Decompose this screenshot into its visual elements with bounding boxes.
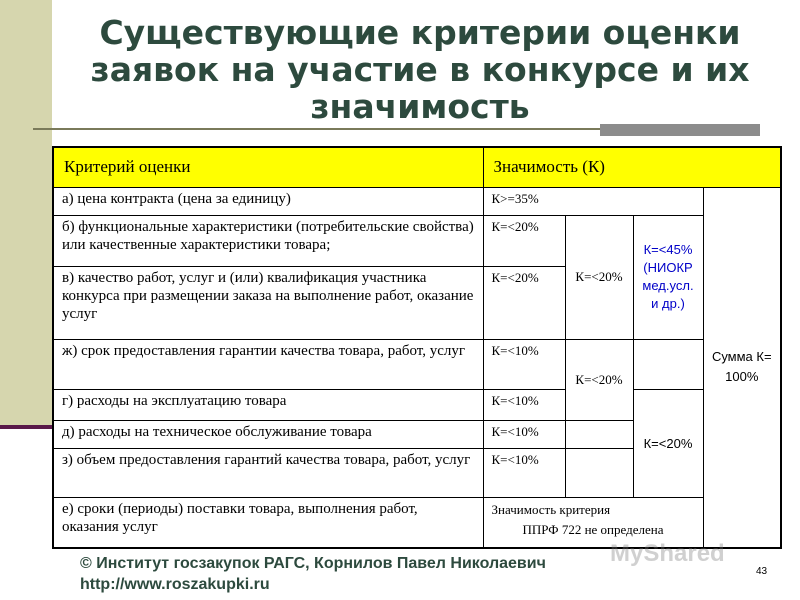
header-significance: Значимость (К): [483, 147, 781, 187]
footer-link[interactable]: http://www.roszakupki.ru: [80, 576, 270, 593]
empty-cell: [565, 449, 633, 498]
criterion-cell: б) функциональные характеристики (потребительские свойства) или качественные характеристики товара;: [53, 215, 483, 266]
table-row: [53, 390, 781, 420]
value-cell: К>=35%: [483, 187, 703, 215]
empty-cell: [633, 339, 703, 390]
table-row: [53, 339, 781, 390]
footer-copyright: © Институт госзакупок РАГС, Корнилов Павел Николаевич: [80, 555, 546, 572]
group-zh-cell: К=<20%: [565, 339, 633, 420]
page-title: Существующие критерии оценки заявок на участие в конкурсе и их значимость: [90, 13, 750, 126]
criterion-cell: е) сроки (периоды) поставки товара, выполнения работ, оказания услуг: [53, 497, 483, 548]
criterion-cell: д) расходы на техническое обслуживание товара: [53, 420, 483, 448]
group-bv-cell: К=<20%: [565, 215, 633, 339]
value-line: Значимость критерия: [491, 501, 611, 517]
sidebar-bottom-bar: [0, 425, 52, 429]
group-gdz-cell: К=<20%: [633, 390, 703, 497]
value-cell: К=<10%: [483, 390, 565, 420]
criterion-cell: а) цена контракта (цена за единицу): [53, 187, 483, 215]
criterion-cell: ж) срок предоставления гарантии качества товара, работ, услуг: [53, 339, 483, 390]
sum-cell: [703, 187, 781, 548]
criteria-table: [52, 146, 782, 549]
criterion-cell: з) объем предоставления гарантий качества товара, работ, услуг: [53, 449, 483, 498]
value-cell: К=<10%: [483, 449, 565, 498]
criterion-cell: в) качество работ, услуг и (или) квалификация участника конкурса при размещении заказа на выполнение работ, оказание услуг: [53, 266, 483, 339]
value-cell: К=<20%: [483, 215, 565, 266]
sidebar-decoration: [0, 0, 52, 425]
table-header-row: [53, 147, 781, 187]
sum-label: Сумма К= 100%: [711, 349, 772, 385]
title-divider-block: [600, 124, 760, 136]
group-nikr-cell: К=<45% (НИОКР мед.усл. и др.): [633, 215, 703, 339]
criterion-cell: г) расходы на эксплуатацию товара: [53, 390, 483, 420]
value-cell: К=<20%: [483, 266, 565, 339]
footer: [80, 553, 546, 595]
header-criterion: Критерий оценки: [53, 147, 483, 187]
table-row: [53, 215, 781, 266]
watermark-logo: MyShared: [610, 540, 725, 567]
table-row: [53, 187, 781, 215]
value-line: ППРФ 722 не определена: [522, 521, 664, 537]
page-number: 43: [756, 566, 768, 577]
empty-cell: [565, 420, 633, 448]
value-cell: К=<10%: [483, 420, 565, 448]
value-cell: К=<10%: [483, 339, 565, 390]
